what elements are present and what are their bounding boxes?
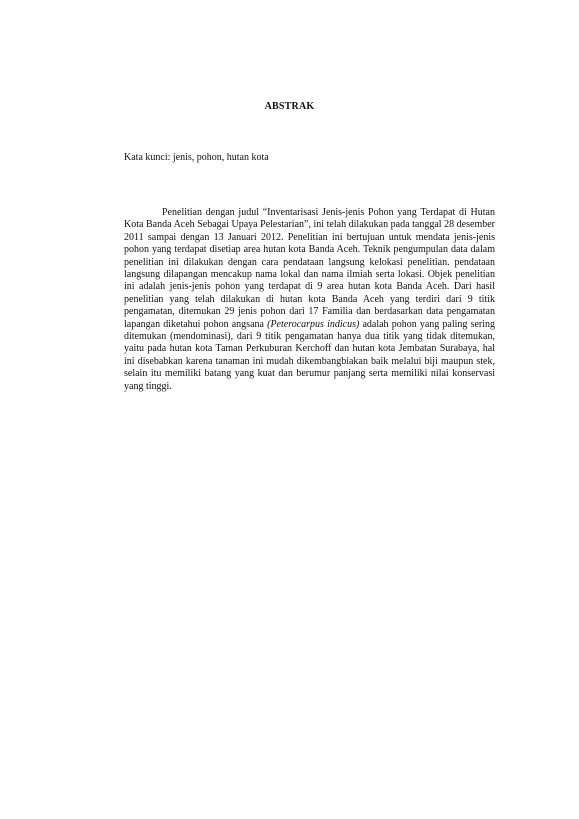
page-title: ABSTRAK <box>264 101 315 112</box>
scientific-name: (Peterocarpus indicus) <box>267 318 360 330</box>
abstract-text-start: Penelitian dengan judul “Inventarisasi Jenis-jenis Pohon yang Terdapat di Hutan Kota Banda Aceh Sebagai Upaya Pelestarian”, ini telah dilakukan pada tanggal 28 desember 2011 sampai dengan 13 Januari 2012. Penelitian ini bertujuan untuk mendata jenis-jenis pohon yang terdapat disetiap area hutan kota Banda Aceh. Teknik pengumpulan data dalam penelitian ini dilakukan dengan cara pendataan langsung kelokasi penelitian. pendataan langsung dilapangan mencakup nama lokal dan nama ilmiah serta lokasi. Objek penelitian ini adalah jenis-jenis pohon yang terdapat di 9 area hutan kota Banda Aceh. Dari hasil penelitian yang telah dilakukan di hutan kota Banda Aceh yang terdiri dari 9 titik pengamatan, ditemukan 29 jenis pohon dari 17 Familia dan berdasarkan data pengamatan lapangan diketahui pohon angsana <box>124 207 495 330</box>
keywords-line: Kata kunci: jenis, pohon, hutan kota <box>124 152 269 163</box>
abstract-paragraph <box>124 207 495 393</box>
abstract-text-end: adalah pohon yang paling sering ditemukan (mendominasi), dari 9 titik pengamatan hanya dua titik yang tidak ditemukan, yaitu pada hutan kota Taman Perkuburan Kerchoff dan hutan kota Jembatan Surabaya, hal ini disebabkan karena tanaman ini mudah dikembangbiakan baik melalui biji maupun stek, selain itu memiliki batang yang kuat dan berumur panjang serta memiliki nilai konservasi yang tinggi. <box>124 318 496 392</box>
